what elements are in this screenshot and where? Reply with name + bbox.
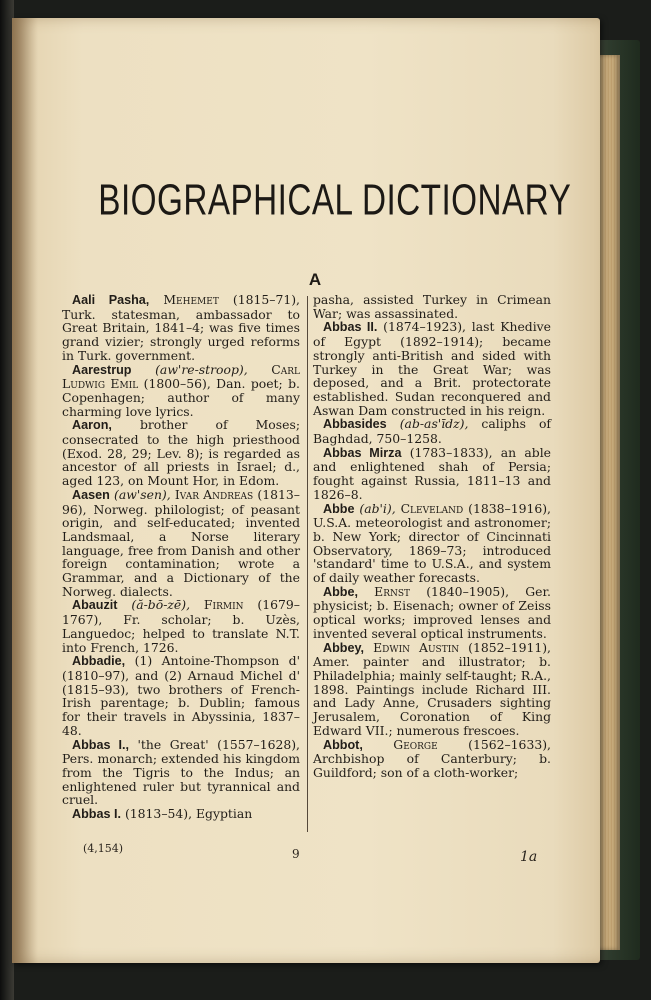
- dictionary-entry: [62, 488, 300, 599]
- entry-text: (1813–54), Egyptian: [124, 806, 253, 822]
- page-number: 9: [292, 847, 300, 861]
- entry-forenames: Edwin Austin: [373, 639, 460, 655]
- entry-text: (1815–71), Turk. statesman, ambassador to Great Britain, 1841–4; was five times grand vizier; strongly urged reforms in Turk. government.: [62, 292, 300, 363]
- entry-headword: Abbe: [323, 501, 355, 516]
- dictionary-entry: [313, 738, 551, 780]
- entry-headword: Abbadie,: [72, 654, 126, 669]
- entry-text: (1679–1767), Fr. scholar; b. Uzès, Languedoc; helped to translate N.T. into French, 1726.: [62, 597, 300, 655]
- entry-pronunciation: (ab'i),: [359, 500, 396, 516]
- entry-text: (1783–1833), an able and enlightened shah of Persia; fought against Russia, 1811–13 and 1826–8.: [313, 444, 551, 502]
- entry-forenames: Firmin: [203, 597, 244, 613]
- entry-pronunciation: (ab-as'īdz),: [399, 416, 469, 432]
- dictionary-entry: [62, 654, 300, 737]
- entry-forenames: Cleveland: [400, 500, 464, 516]
- entry-text: (1) Antoine-Thompson d' (1810–97), and (2) Arnaud Michel d' (1815–93), two brothers of French-Irish parentage; b. Dublin; famous for their travels in Abyssinia, 1837–48.: [62, 653, 300, 738]
- entry-forenames: Ernst: [374, 583, 411, 599]
- dictionary-entry: [62, 418, 300, 488]
- entry-text: pasha, assisted Turkey in Crimean War; was assassinated.: [313, 292, 551, 321]
- section-letter: A: [308, 270, 322, 289]
- entry-headword: Abbas I.,: [72, 737, 130, 752]
- column-rule: [307, 296, 308, 832]
- entry-headword: Abbasides: [323, 417, 387, 432]
- dictionary-entry: [313, 293, 551, 320]
- entry-headword: Aali Pasha,: [72, 293, 150, 307]
- entry-text: 'the Great' (1557–1628), Pers. monarch; extended his kingdom from the Tigris to the Indus; an enlightened ruler but tyrannical and cruel.: [62, 736, 300, 808]
- entry-headword: Abbas I.: [72, 807, 121, 822]
- entry-text: (1852–1911), Amer. painter and illustrator; b. Philadelphia; mainly self-taught; R.A., 1898. Paintings include Richard III. and Lady Anne, Crusaders sighting Jerusalem, Coronation of King Edward VII.; numerous frescoes.: [313, 639, 551, 738]
- entry-pronunciation: (aw're-stroop),: [155, 361, 248, 377]
- dictionary-entry: [62, 363, 300, 419]
- entry-headword: Abbey,: [323, 640, 365, 655]
- dictionary-entry: [313, 446, 551, 502]
- entry-text: (1838–1916), U.S.A. meteorologist and astronomer; b. New York; director of Cincinnati Observatory, 1869–73; introduced 'standard' time to U.S.A., and system of daily weather forecasts.: [313, 500, 551, 586]
- entry-headword: Abbot,: [323, 737, 363, 752]
- dictionary-entry: [62, 598, 300, 654]
- dictionary-entry: [313, 641, 551, 738]
- entry-text: (1800–56), Dan. poet; b. Copenhagen; author of many charming love lyrics.: [62, 376, 300, 419]
- entry-text: (1874–1923), last Khedive of Egypt (1892–1914); became strongly anti-British and sided with Turkey in the Great War; was deposed, and a Brit. protectorate established. Sudan reconquered and Aswan Dam constructed in his reign.: [313, 319, 552, 418]
- dictionary-entry: [313, 320, 551, 417]
- printer-signature: (4,154): [83, 842, 124, 855]
- entry-headword: Aasen: [72, 487, 110, 502]
- entry-headword: Aaron,: [72, 418, 112, 433]
- entry-pronunciation: (aw'sen),: [114, 486, 171, 502]
- entry-headword: Abbas Mirza: [323, 445, 402, 460]
- dictionary-entry: [313, 502, 551, 585]
- entry-pronunciation: (ă-bō-zē),: [131, 597, 191, 613]
- entry-headword: Abbe,: [323, 584, 358, 599]
- entry-forenames: Carl Ludwig Emil: [62, 361, 300, 392]
- entry-forenames: Mehemet: [163, 292, 219, 307]
- dictionary-entry: [313, 585, 551, 641]
- entry-text: caliphs of Baghdad, 750–1258.: [313, 416, 551, 447]
- entry-text: (1813–96), Norweg. philologist; of peasant origin, and self-educated; invented Landsmaal, a Norse literary language, free from Danish and other foreign contamination; wrote a Grammar, and a Dictionary of the Norweg. dialects.: [62, 486, 300, 599]
- entry-forenames: Ivar Andreas: [174, 486, 254, 502]
- entry-text: (1562–1633), Archbishop of Canterbury; b. Guildford; son of a cloth-worker;: [313, 736, 551, 780]
- dictionary-entry: [62, 807, 300, 822]
- entry-text: brother of Moses; consecrated to the high priesthood (Exod. 28, 29; Lev. 8); is regarded as ancestor of all priests in Israel; d., aged 123, on Mount Hor, in Edom.: [62, 417, 300, 489]
- entry-headword: Abauzit: [72, 598, 118, 613]
- page-title: BIOGRAPHICAL DICTIONARY: [98, 175, 572, 225]
- gathering-mark: 1a: [520, 849, 538, 865]
- entry-text: (1840–1905), Ger. physicist; b. Eisenach; owner of Zeiss optical works; improved lenses and invented several optical instruments.: [313, 583, 551, 641]
- entry-forenames: George: [393, 736, 438, 752]
- entry-headword: Abbas II.: [323, 320, 378, 335]
- right-column: [313, 293, 551, 780]
- entry-headword: Aarestrup: [72, 362, 132, 377]
- dictionary-entry: [62, 738, 300, 808]
- dictionary-entry: [62, 293, 300, 363]
- dictionary-entry: [313, 417, 551, 445]
- left-column: [62, 293, 300, 822]
